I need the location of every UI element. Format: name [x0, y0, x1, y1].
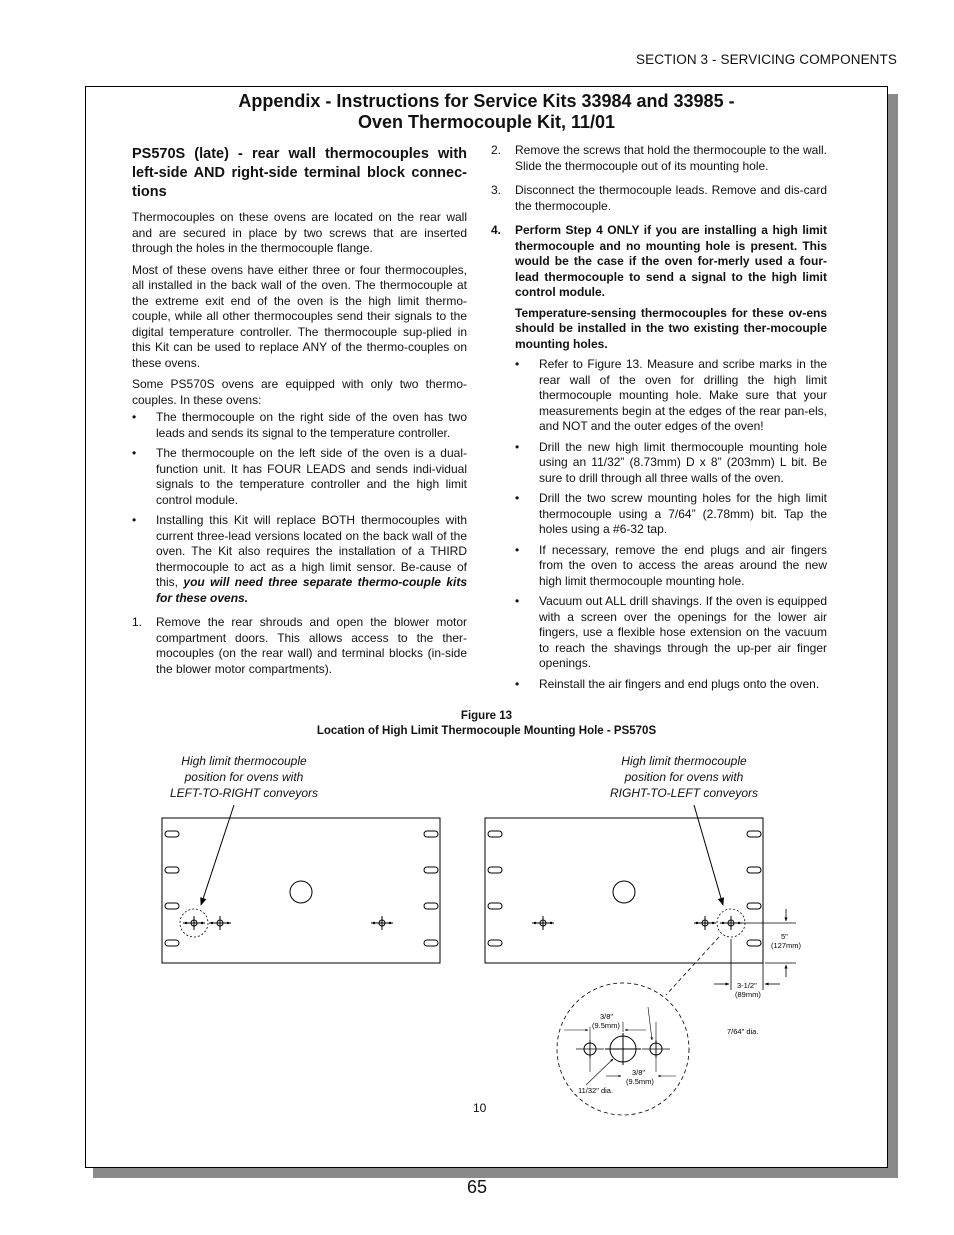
bullet-text: Drill the new high limit thermocouple mounting hole using an 11/32” (8.73mm) D x 8” (203mm) L bit. Be sure to drill through all three walls of the oven. — [539, 439, 827, 485]
right-rear-panel — [485, 805, 763, 963]
paragraph-3: Some PS570S ovens are equipped with only two thermo-couples. In these ovens: — [132, 377, 467, 407]
bullet-marker: • — [515, 542, 520, 557]
inner-page-number: 10 — [473, 1101, 487, 1115]
bullet-emphasis: you will need three separate thermo-couple kits for these ovens. — [156, 575, 468, 605]
dim-38a-mm-label: (9.5mm) — [592, 1021, 620, 1030]
callout-line: High limit thermocouple — [621, 754, 747, 768]
bullet-text: The thermocouple on the left side of the oven is a dual-function unit. It has FOUR LEADS and sends indi-vidual signals to the temperature controller and the high limit control module. — [156, 446, 467, 507]
callout-line: RIGHT-TO-LEFT conveyors — [609, 786, 759, 800]
bullet-text: If necessary, remove the end plugs and air fingers from the oven to access the areas around the new high limit thermocouple mounting hole. — [539, 542, 827, 588]
bullet-marker: • — [132, 446, 137, 460]
dim-764-label: 7/64" dia. — [727, 1027, 759, 1036]
paragraph-1: Thermocouples on these ovens are located on the rear wall and are secured in place by two screws that are inserted through the holes in the thermocouple flange. — [132, 210, 467, 255]
callout-line: LEFT-TO-RIGHT conveyors — [169, 786, 319, 800]
dim-35-mm-label: (89mm) — [735, 990, 761, 999]
step-text: Perform Step 4 ONLY if you are installing a high limit thermocouple and no mounting hole is present. This would be the case if the oven for-merly used a four-lead thermocouple to send a signal to the high limit control module. — [515, 223, 827, 299]
bullet-marker: • — [515, 491, 520, 505]
callout-line: position for ovens with — [624, 770, 744, 784]
page-title-line2: Oven Thermocouple Kit, 11/01 — [357, 112, 616, 132]
bullet-text: Reinstall the air fingers and end plugs onto the oven. — [539, 676, 820, 691]
step-4-note: Temperature-sensing thermocouples for these ov-ens should be installed in the two existing ther-mocouple mounting holes. — [515, 305, 827, 351]
page-number: 65 — [466, 1177, 488, 1197]
step-text: Disconnect the thermocouple leads. Remove and dis-card the thermocouple. — [515, 183, 827, 213]
section-header: SECTION 3 - SERVICING COMPONENTS — [636, 52, 897, 67]
dim-5-label: 5" — [781, 932, 788, 941]
dim-5-mm-label: (127mm) — [771, 941, 802, 950]
step-number: 3. — [491, 183, 502, 197]
bullet-text: Vacuum out ALL drill shavings. If the oven is equipped with a screen over the openings for the lower air fingers, use a flexible hose extension on the vacuum to reach the shavings through the up-per air finger openings. — [539, 594, 827, 670]
step-number: 2. — [491, 143, 502, 157]
dim-38b-mm-label: (9.5mm) — [626, 1077, 654, 1086]
step-number: 1. — [132, 615, 143, 629]
bullet-marker: • — [515, 357, 520, 371]
left-rear-panel — [162, 805, 440, 963]
bullet-text: Drill the two screw mounting holes for the high limit thermocouple using a 7/64” (2.78mm) bit. Tap the holes using a #6-32 tap. — [539, 491, 827, 536]
page-title-line1: Appendix - Instructions for Service Kits 33984 and 33985 - — [238, 91, 735, 111]
callout-line: position for ovens with — [184, 770, 304, 784]
figure-number: Figure 13 — [460, 710, 513, 722]
dim-38a-label: 3/8" — [600, 1012, 614, 1021]
bullet-text: The thermocouple on the right side of the oven has two leads and sends its signal to the temperature controller. — [156, 410, 467, 440]
figure-caption: Location of High Limit Thermocouple Mounting Hole - PS570S — [316, 725, 657, 737]
dim-35-label: 3-1/2" — [737, 981, 757, 990]
step-text: Remove the rear shrouds and open the blower motor compartment doors. This allows access to the ther-mocouples (on the rear wall) and terminal blocks (in-side the blower motor compartments). — [156, 615, 467, 676]
step-text: Remove the screws that hold the thermocouple to the wall. Slide the thermocouple out of its mounting hole. — [515, 143, 827, 173]
dim-38b-label: 3/8" — [632, 1068, 646, 1077]
section-heading: PS570S (late) - rear wall thermocouples with left-side AND right-side terminal block connec-tions — [132, 146, 467, 200]
bullet-marker: • — [132, 513, 137, 527]
dimension-5in — [731, 909, 802, 977]
bullet-text: Refer to Figure 13. Measure and scribe marks in the rear wall of the oven for drilling the high limit thermocouple mounting hole. Make sure that your measurements begin at the edges of the rear pan-els, and NOT and the outer edges of the oven! — [539, 357, 827, 433]
bullet-marker: • — [515, 676, 520, 691]
bullet-marker: • — [132, 410, 137, 424]
bullet-text: Installing this Kit will replace BOTH thermocouples with current three-lead versions located on the back wall of the oven. The Kit also requires the installation of a THIRD thermocouple to act as a high limit sensor. Be-cause of this, — [156, 513, 467, 589]
hole-detail-view — [557, 937, 758, 1115]
paragraph-2: Most of these ovens have either three or four thermocouples, all installed in the back wall of the oven. The thermocouple at the extreme exit end of the oven is the high limit thermo-couple, while all other thermocouples send their signals to the digital temperature controller. The thermocouple sup-plied in this Kit can be used to replace ANY of the thermo-couples on these ovens. — [132, 262, 467, 370]
bullet-marker: • — [515, 439, 520, 454]
step-number: 4. — [491, 223, 502, 237]
oven-rear-wall-diagram — [86, 87, 886, 1167]
bullet-marker: • — [515, 594, 520, 608]
page-frame — [85, 86, 888, 1168]
callout-line: High limit thermocouple — [181, 754, 307, 768]
dim-1132-label: 11/32" dia. — [578, 1086, 614, 1095]
